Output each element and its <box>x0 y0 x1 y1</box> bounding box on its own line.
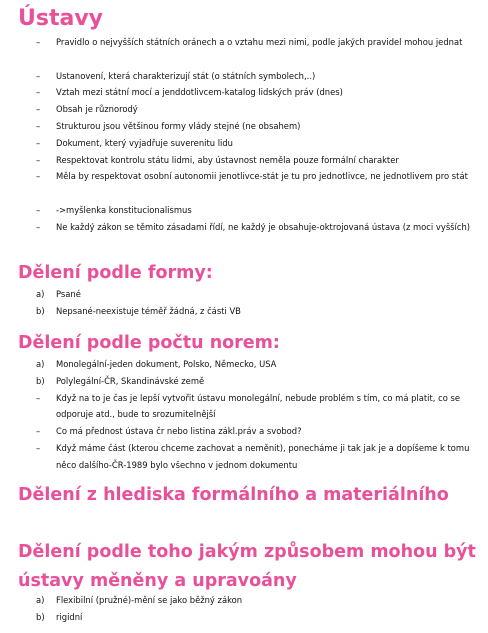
list-item-text: Ne každý zákon se těmito zásadami řídí, ne každý je obsahuje-oktrojovaná ústava (z moci vyšších) <box>56 221 471 232</box>
list-item-text: Polylegální-ČR, Skandinávské země <box>56 375 205 386</box>
list-item <box>0 219 488 253</box>
list-item-text: ->myšlenka konstitucionalismus <box>56 204 192 215</box>
section-heading-forma: Dělení podle formy: <box>18 263 213 283</box>
list-item-text: Když máme část (kterou chceme zachovat a neměnit), ponecháme ji tak jak je a dopíšeme k tomu něco dalšího-ČR-1989 bylo všechno v jednom dokumentu <box>56 442 470 470</box>
list-item <box>0 34 488 68</box>
list-item <box>0 303 488 320</box>
list-marker: – <box>36 204 41 215</box>
list-item <box>0 118 488 135</box>
list-item <box>0 101 488 118</box>
list-item-text: Strukturou jsou většinou formy vlády stejné (ne obsahem) <box>56 120 301 131</box>
list-item <box>0 609 488 626</box>
list-marker: – <box>36 442 41 453</box>
intro-list <box>0 34 488 252</box>
list-item <box>0 168 488 202</box>
list-marker: – <box>36 70 41 81</box>
list-marker: b) <box>36 375 45 386</box>
page-title: Ústavy <box>18 6 104 31</box>
list-marker: b) <box>36 611 45 622</box>
list-item <box>0 286 488 303</box>
list-marker: – <box>36 137 41 148</box>
list-item <box>0 592 488 609</box>
list-marker: a) <box>36 359 45 369</box>
list-marker: – <box>36 104 41 115</box>
list-marker: – <box>36 221 41 232</box>
list-item-text: rigidní <box>56 611 83 622</box>
list-item <box>0 202 488 219</box>
list-marker: – <box>36 37 41 47</box>
list-item-text: Psané <box>56 289 81 299</box>
list-marker: – <box>36 120 41 131</box>
list-marker: a) <box>36 289 45 299</box>
section-list-zpusob-zmeny <box>0 592 488 626</box>
list-item <box>0 373 488 390</box>
section-list-pocet-norem <box>0 356 488 474</box>
list-item <box>0 356 488 373</box>
list-item-text: Ustanovení, která charakterizují stát (o státních symbolech,..) <box>56 70 316 81</box>
list-marker: – <box>36 392 41 403</box>
list-marker: – <box>36 171 41 182</box>
list-marker: – <box>36 426 41 437</box>
list-item <box>0 68 488 85</box>
list-item-text: Obsah je různorodý <box>56 104 138 115</box>
list-item <box>0 390 488 424</box>
section-heading-pocet-norem: Dělení podle počtu norem: <box>18 333 280 353</box>
list-item <box>0 135 488 152</box>
list-item <box>0 152 488 169</box>
list-item <box>0 423 488 440</box>
list-item-text: Respektovat kontrolu státu lidmi, aby ústavnost neměla pouze formální charakter <box>56 154 399 165</box>
list-item-text: Monolegální-jeden dokument, Polsko, Německo, USA <box>56 359 277 369</box>
list-marker: a) <box>36 595 45 605</box>
list-marker: – <box>36 87 41 98</box>
section-list-forma <box>0 286 488 320</box>
list-marker: b) <box>36 305 45 316</box>
list-item-text: Vztah mezi státní mocí a jenddotlivcem-katalog lidských práv (dnes) <box>56 87 343 98</box>
section-heading-formalni-materialni: Dělení z hlediska formálního a materiálního <box>18 485 449 505</box>
list-item-text: Dokument, který vyjadřuje suverenitu lidu <box>56 137 233 148</box>
list-item-text: Co má přednost ústava čr nebo listina zákl.práv a svobod? <box>56 426 302 437</box>
section-heading-zpusob-zmeny: Dělení podle toho jakým způsobem mohou být ústavy měněny a upravoány <box>18 542 476 591</box>
list-item-text: Flexibilní (pružné)-mění se jako běžný zákon <box>56 595 243 605</box>
list-item-text: Měla by respektovat osobní autonomii jenotlivce-stát je tu pro jednotlivce, ne jednotlivem pro stát <box>56 171 468 182</box>
list-item-text: Pravidlo o nejvyšších státních oránech a o vztahu mezi nimi, podle jakých pravidel mohou jednat <box>56 37 463 47</box>
list-item <box>0 440 488 474</box>
list-item-text: Když na to je čas je lepší vytvořit ústavu monolegální, nebude problém s tím, co má platit, co se odporuje atd., bude to srozumitelnější <box>56 392 461 420</box>
list-item-text: Nepsané-neexistuje téměř žádná, z části VB <box>56 305 241 316</box>
list-marker: – <box>36 154 41 165</box>
list-item <box>0 84 488 101</box>
